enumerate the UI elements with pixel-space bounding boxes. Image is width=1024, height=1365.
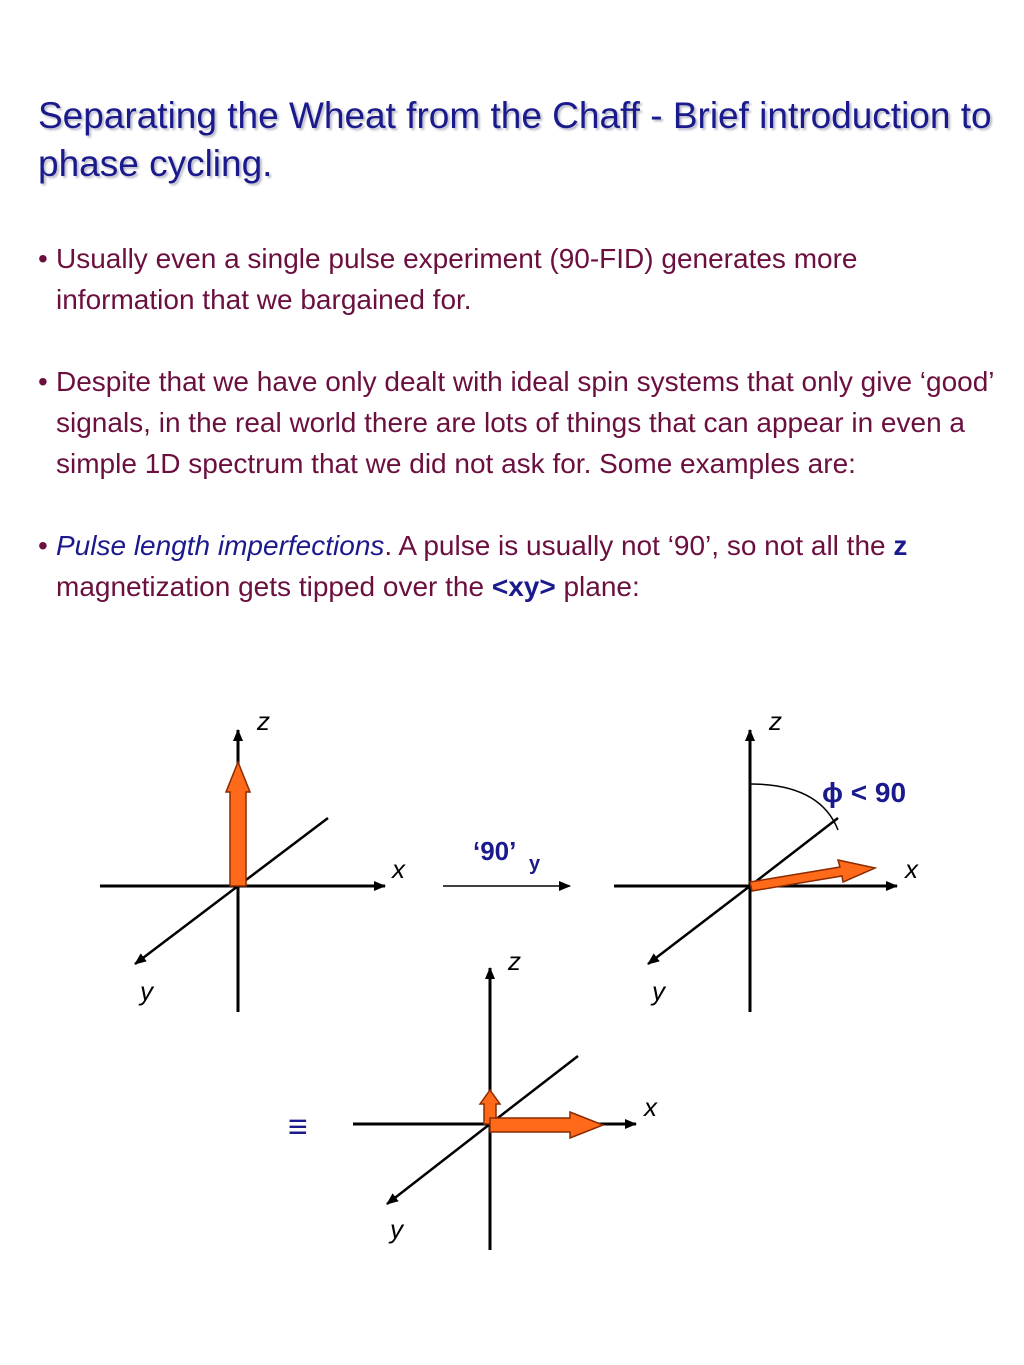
y-axis xyxy=(387,1124,490,1204)
bullet-dot: • xyxy=(38,530,48,561)
xy-symbol: <xy> xyxy=(491,571,556,602)
y-axis-label: y xyxy=(140,976,153,1006)
angle-label: ϕ < 90 xyxy=(822,777,907,808)
y-axis xyxy=(648,886,750,964)
xy-diagonal xyxy=(238,818,328,886)
magnetization-arrow-x xyxy=(490,1112,603,1138)
xy-diagonal xyxy=(490,1056,578,1124)
x-axis-label: x xyxy=(392,854,405,884)
bullet-3-italic: Pulse length imperfections xyxy=(56,530,385,561)
bullet-dot: • xyxy=(38,243,48,274)
bullet-dot: • xyxy=(38,366,48,397)
x-axis-label: x xyxy=(905,854,918,884)
z-axis-label: z xyxy=(769,706,782,736)
y-axis-label: y xyxy=(652,976,665,1006)
z-axis-label: z xyxy=(508,946,521,976)
y-axis-label: y xyxy=(390,1214,403,1244)
pulse-label: ‘90’ xyxy=(473,836,517,866)
pulse-transition xyxy=(443,836,570,886)
z-axis-label: z xyxy=(257,706,270,736)
axes-initial xyxy=(100,706,406,1012)
pulse-subscript: y xyxy=(529,853,541,875)
axes-decomposed xyxy=(288,946,658,1250)
x-axis-label: x xyxy=(644,1092,657,1122)
bullet-1-text: Usually even a single pulse experiment (90-FID) generates more information that we bargained for. xyxy=(56,243,858,315)
z-symbol: z xyxy=(893,530,908,561)
magnetization-arrow-z xyxy=(226,762,250,886)
bullet-3-text-2: magnetization gets tipped over the xyxy=(56,571,492,602)
bullet-2-text: Despite that we have only dealt with ideal spin systems that only give ‘good’ signals, in the real world there are lots of things that can appear in even a simple 1D spectrum that we did not ask for. Some examples are: xyxy=(56,366,994,479)
axes-after-pulse xyxy=(614,706,919,1012)
equivalent-symbol: ≡ xyxy=(288,1108,308,1146)
y-axis xyxy=(135,886,238,964)
page-title: Separating the Wheat from the Chaff - Brief introduction to phase cycling. xyxy=(38,95,992,184)
bullet-3-text-1: . A pulse is usually not ‘90’, so not all the xyxy=(384,530,894,561)
bullet-3-text-3: plane: xyxy=(555,571,640,602)
